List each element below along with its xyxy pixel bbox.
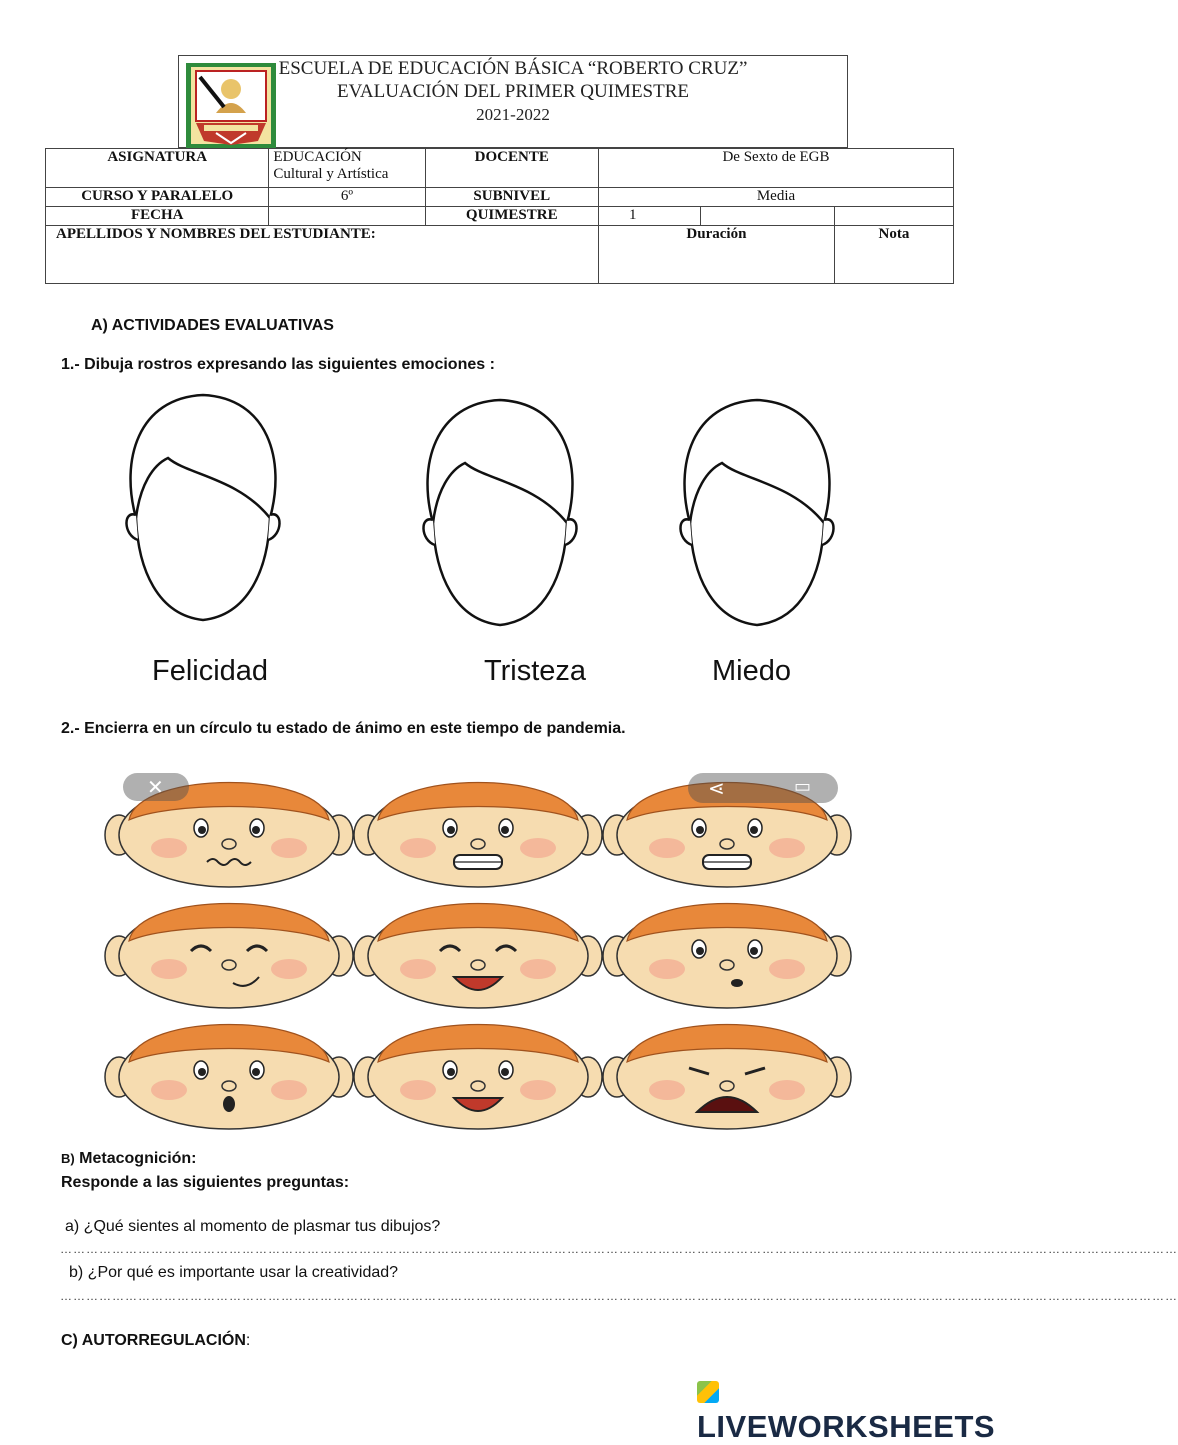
answer-line-b[interactable]: …………………………………………………………………………………………………………………………………………………………………………………………………………………………………… [60, 1289, 1178, 1303]
face-label-miedo: Miedo [712, 655, 791, 687]
section-c-title-text: C) AUTORREGULACIÓN [61, 1332, 246, 1349]
school-name: ESCUELA DE EDUCACIÓN BÁSICA “ROBERTO CRUZ” [278, 58, 748, 79]
emotion-face-confused[interactable] [603, 904, 851, 1009]
close-overlay-button[interactable] [123, 773, 189, 801]
section-b-title [61, 1150, 197, 1168]
emotion-face-laughing[interactable] [354, 904, 602, 1009]
school-crest-icon [186, 63, 276, 148]
docente-value: De Sexto de EGB [598, 149, 953, 188]
emotion-faces-grid [104, 765, 852, 1130]
liveworksheets-logo[interactable] [697, 1373, 1000, 1445]
section-c-colon: : [245, 1332, 251, 1349]
duracion-label: Duración [598, 226, 834, 284]
blank-face-outline-miedo[interactable] [672, 395, 842, 635]
curso-value: 6º [269, 188, 425, 207]
face-label-felicidad: Felicidad [152, 655, 269, 687]
asignatura-label: ASIGNATURA [46, 149, 269, 188]
exam-title: EVALUACIÓN DEL PRIMER QUIMESTRE [336, 81, 690, 102]
share-icon[interactable]: ⋖ [708, 778, 725, 800]
answer-line-a[interactable]: …………………………………………………………………………………………………………………………………………………………………………………………………………………………………… [60, 1242, 1178, 1256]
emotion-face-surprised[interactable] [105, 1025, 353, 1130]
blank-cell [701, 207, 835, 226]
question-b-b: b) ¿Por qué es importante usar la creatividad? [69, 1264, 399, 1281]
subnivel-label: SUBNIVEL [425, 188, 598, 207]
asignatura-value-line1: EDUCACIÓN [273, 149, 362, 165]
curso-label: CURSO Y PARALELO [46, 188, 269, 207]
blank-cell [834, 207, 953, 226]
docente-label: DOCENTE [425, 149, 598, 188]
emotion-face-crying[interactable] [603, 1025, 851, 1130]
quimestre-value: 1 [598, 207, 700, 226]
emotion-faces-svg [104, 765, 852, 1130]
asignatura-value-line2: Cultural y Artística [273, 166, 389, 182]
face-label-tristeza: Tristeza [484, 655, 587, 687]
section-a-title: A) ACTIVIDADES EVALUATIVAS [91, 317, 334, 334]
emotion-face-angry[interactable] [354, 783, 602, 888]
quimestre-label: QUIMESTRE [425, 207, 598, 226]
blank-face-outline-felicidad[interactable] [118, 390, 288, 630]
question-b-a: a) ¿Qué sientes al momento de plasmar tus dibujos? [65, 1218, 441, 1235]
section-b-subtitle: Responde a las siguientes preguntas: [61, 1174, 350, 1191]
section-c-title [61, 1332, 250, 1350]
question-1: 1.- Dibuja rostros expresando las siguientes emociones : [61, 356, 495, 373]
emotion-face-mischievous[interactable] [354, 1025, 602, 1130]
comment-icon[interactable]: ▭ [794, 776, 812, 796]
school-year: 2021-2022 [476, 105, 550, 124]
asignatura-value [269, 149, 425, 188]
fecha-value-field[interactable] [269, 207, 425, 226]
nota-label: Nota [834, 226, 953, 284]
subnivel-value: Media [598, 188, 953, 207]
section-b-prefix: B) [61, 1151, 75, 1166]
close-icon: ✕ [147, 777, 164, 799]
brand-text: LIVEWORKSHEETS [697, 1409, 996, 1444]
school-header-box [178, 55, 848, 148]
question-2: 2.- Encierra en un círculo tu estado de ánimo en este tiempo de pandemia. [61, 720, 626, 737]
overlay-toolbar [688, 773, 838, 803]
student-info-table [45, 148, 954, 284]
blank-face-outline-tristeza[interactable] [415, 395, 585, 635]
emotion-face-smug[interactable] [105, 904, 353, 1009]
liveworksheets-icon [697, 1381, 719, 1403]
estudiante-label: APELLIDOS Y NOMBRES DEL ESTUDIANTE: [46, 226, 599, 284]
section-b-title-text: Metacognición: [79, 1150, 197, 1167]
fecha-label: FECHA [46, 207, 269, 226]
